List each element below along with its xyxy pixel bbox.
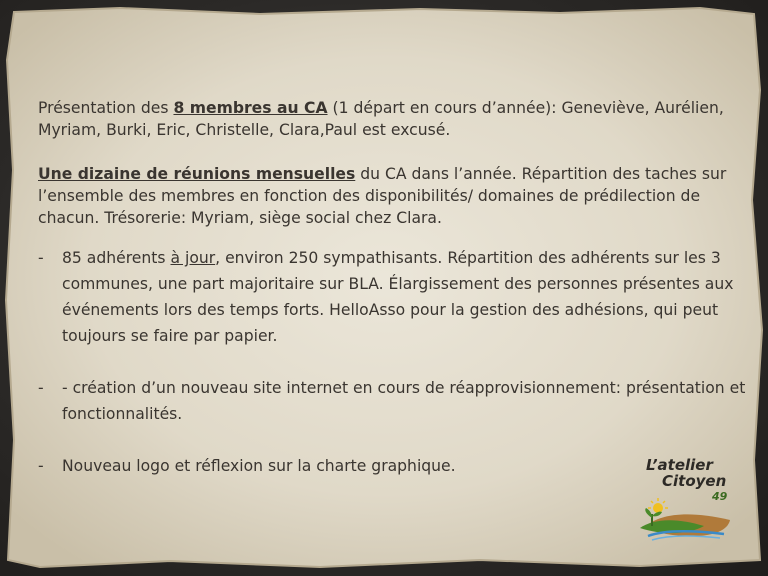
members-count: 8 membres au CA xyxy=(173,99,328,117)
logo-line2: Citoyen xyxy=(662,472,727,490)
members-text-2: (1 départ en cours d’année): Geneviève, Aurélien, Myriam, Burki, Eric, Christelle, Clara,Paul est excusé. xyxy=(38,99,724,139)
meetings-highlight: Une dizaine de réunions mensuelles xyxy=(38,165,356,183)
logo-line1: L’atelier xyxy=(646,456,713,474)
item2-text: - création d’un nouveau site internet en cours de réapprovisionnement: présentation et fonctionnalités. xyxy=(62,379,746,423)
list-item xyxy=(38,375,748,427)
members-text-1: Présentation des xyxy=(38,99,174,117)
list-dash: - xyxy=(38,457,44,475)
list-dash: - xyxy=(38,379,44,397)
logo-number: 49 xyxy=(712,490,728,503)
list-dash: - xyxy=(38,249,44,267)
bullet-list xyxy=(38,245,748,479)
slide-body xyxy=(38,97,748,479)
members-paragraph xyxy=(38,97,748,141)
landscape-icon xyxy=(634,496,734,542)
item1-text-2: , environ 250 sympathisants. Répartition des adhérents sur les 3 communes, une part majoritaire sur BLA. Élargissement des personnes présentes aux événements lors des temps forts. HelloAsso pour la gestion des adhésions, qui peut toujours se faire par papier. xyxy=(62,249,734,345)
list-item xyxy=(38,245,748,349)
item1-text-1: 85 adhérents xyxy=(62,249,171,267)
meetings-text: du CA dans l’année. Répartition des taches sur l’ensemble des membres en fonction des disponibilités/ domaines de prédilection de chacun. Trésorerie: Myriam, siège social chez Clara. xyxy=(38,165,727,227)
item1-underlined: à jour xyxy=(170,249,216,267)
atelier-citoyen-logo xyxy=(630,456,742,546)
meetings-paragraph xyxy=(38,163,748,229)
item3-text: Nouveau logo et réflexion sur la charte graphique. xyxy=(62,457,456,475)
